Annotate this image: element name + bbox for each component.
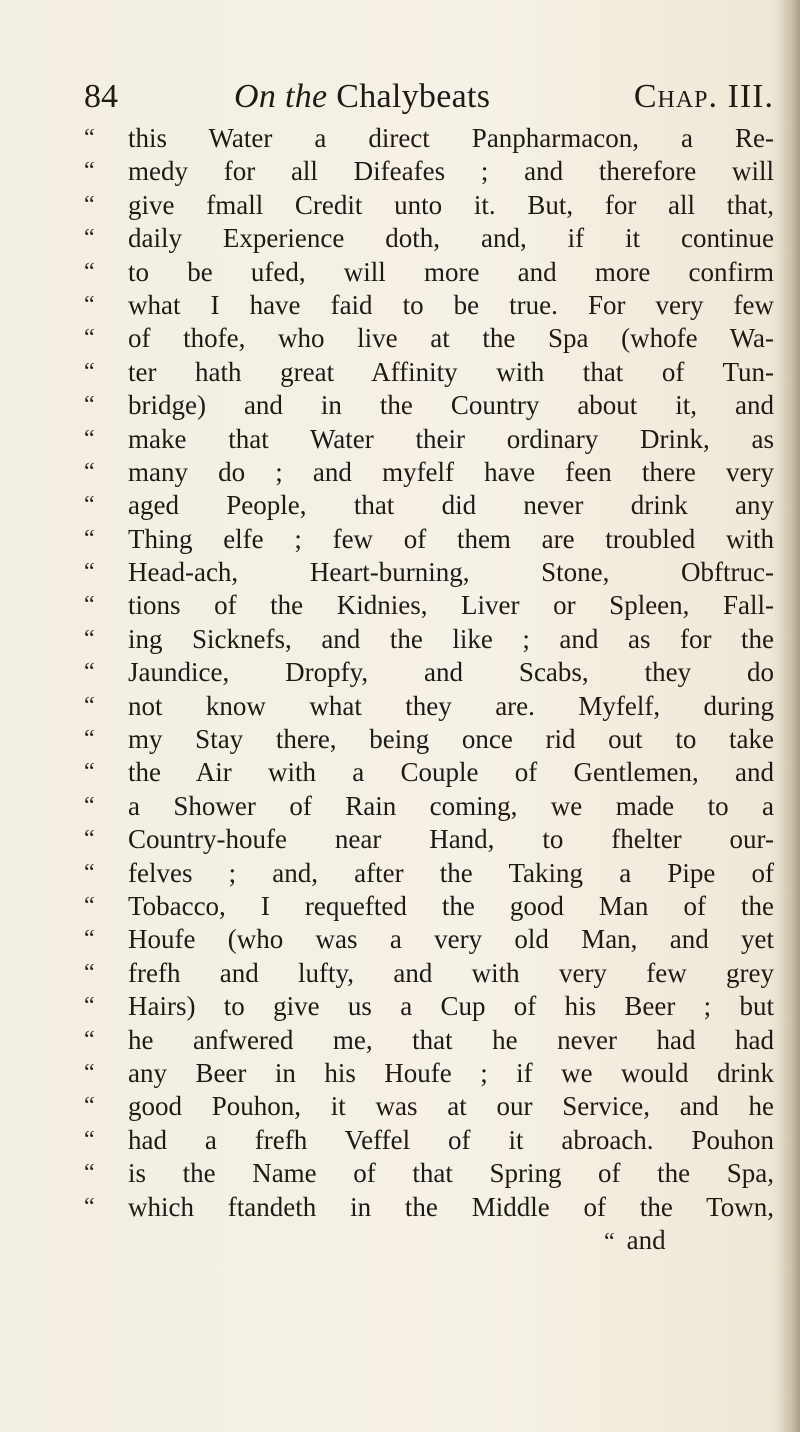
quote-mark: “ [84,1059,95,1086]
quote-mark: “ [84,559,95,586]
catchword-text: and [626,1224,666,1255]
quote-mark: “ [84,191,95,218]
quote-mark: “ [84,125,95,151]
line-text: Jaundice, Dropfy, and Scabs, they do [128,657,774,688]
text-line [84,656,774,689]
line-text: to be ufed, will more and more confirm [128,256,774,287]
quote-mark: “ [84,759,95,786]
chapter-label: Chap. III. [633,78,774,115]
quote-mark: “ [84,458,95,485]
text-line [84,322,774,355]
text-line [84,122,774,155]
quote-mark: “ [84,1160,95,1187]
line-text: ter hath great Affinity with that of Tun- [128,356,774,387]
text-line [84,823,774,856]
quote-mark: “ [84,859,95,886]
text-line [84,1157,774,1190]
line-text: which ftandeth in the Middle of the Town, [128,1191,774,1222]
catchword [604,1224,724,1259]
text-line [84,756,774,789]
page-edge-shadow [778,0,800,1432]
line-text: the Air with a Couple of Gentlemen, and [128,757,774,788]
text-line [84,489,774,522]
line-text: what I have faid to be true. For very few [128,289,774,320]
quote-mark: “ [84,1093,95,1120]
text-line [84,423,774,456]
text-line [84,189,774,222]
text-line [84,1191,774,1224]
quote-mark: “ [84,158,95,185]
quote-mark: “ [84,225,95,252]
text-line [84,790,774,823]
quote-mark: “ [84,993,95,1020]
quote-mark: “ [84,1126,95,1153]
text-line [84,690,774,723]
text-line [84,723,774,756]
quote-mark: “ [84,692,95,719]
line-text: is the Name of that Spring of the Spa, [128,1158,774,1189]
text-body [84,122,774,1257]
text-line [84,857,774,890]
text-line [84,990,774,1023]
catchword-line [84,1224,774,1257]
text-line [84,155,774,188]
text-line [84,356,774,389]
line-text: Thing elfe ; few of them are troubled with [128,523,774,554]
line-text: ing Sicknefs, and the like ; and as for the [128,623,774,654]
text-line [84,890,774,923]
quote-mark: “ [84,1193,95,1220]
line-text: Hairs) to give us a Cup of his Beer ; but [128,991,774,1022]
text-line [84,456,774,489]
line-text: many do ; and myfelf have feen there very [128,456,774,487]
line-text: daily Experience doth, and, if it continue [128,223,774,254]
text-line [84,289,774,322]
line-text: had a frefh Veffel of it abroach. Pouhon [128,1124,774,1155]
line-text: this Water a direct Panpharmacon, a Re- [128,123,774,153]
quote-mark: “ [84,625,95,652]
line-text: any Beer in his Houfe ; if we would drink [128,1057,774,1088]
text-line [84,556,774,589]
line-text: tions of the Kidnies, Liver or Spleen, Fall- [128,590,774,621]
quote-mark: “ [84,892,95,919]
text-line [84,1124,774,1157]
quote-mark: “ [84,492,95,519]
text-line [84,589,774,622]
quote-mark: “ [84,659,95,686]
quote-mark: “ [84,1026,95,1053]
quote-mark: “ [84,325,95,352]
quote-mark: “ [84,392,95,419]
text-line [84,623,774,656]
text-line [84,1024,774,1057]
text-line [84,256,774,289]
quote-mark: “ [84,358,95,385]
text-line [84,1057,774,1090]
page-number: 84 [84,78,118,115]
line-text: bridge) and in the Country about it, and [128,390,774,421]
text-line [84,222,774,255]
line-text: Tobacco, I requefted the good Man of the [128,890,774,921]
quote-mark: “ [84,726,95,753]
line-text: give fmall Credit unto it. But, for all that, [128,189,774,220]
line-text: of thofe, who live at the Spa (whofe Wa- [128,323,774,354]
quote-mark: “ [84,792,95,819]
quote-mark: “ [84,592,95,619]
quote-mark: “ [84,926,95,953]
line-text: not know what they are. Myfelf, during [128,690,774,721]
text-line [84,389,774,422]
text-line [84,1090,774,1123]
running-header [84,74,774,120]
quote-mark: “ [84,525,95,552]
line-text: he anfwered me, that he never had had [128,1024,774,1055]
line-text: my Stay there, being once rid out to take [128,724,774,755]
text-line [84,523,774,556]
running-title-italic: On the [234,78,328,115]
line-text: frefh and lufty, and with very few grey [128,957,774,988]
line-text: good Pouhon, it was at our Service, and he [128,1091,774,1122]
line-text: aged People, that did never drink any [128,490,774,521]
line-text: a Shower of Rain coming, we made to a [128,790,774,821]
line-text: make that Water their ordinary Drink, as [128,423,774,454]
text-line [84,957,774,990]
running-title-rest: Chalybeats [336,78,491,115]
quote-mark: “ [604,1228,615,1255]
line-text: medy for all Difeafes ; and therefore will [128,156,774,187]
quote-mark: “ [84,258,95,285]
line-text: Houfe (who was a very old Man, and yet [128,924,774,955]
line-text: Country-houfe near Hand, to fhelter our- [128,824,774,855]
quote-mark: “ [84,826,95,853]
quote-mark: “ [84,425,95,452]
quote-mark: “ [84,959,95,986]
quote-mark: “ [84,291,95,318]
line-text: felves ; and, after the Taking a Pipe of [128,857,774,888]
text-line [84,923,774,956]
line-text: Head-ach, Heart-burning, Stone, Obftruc- [128,557,774,588]
running-title [234,78,490,116]
